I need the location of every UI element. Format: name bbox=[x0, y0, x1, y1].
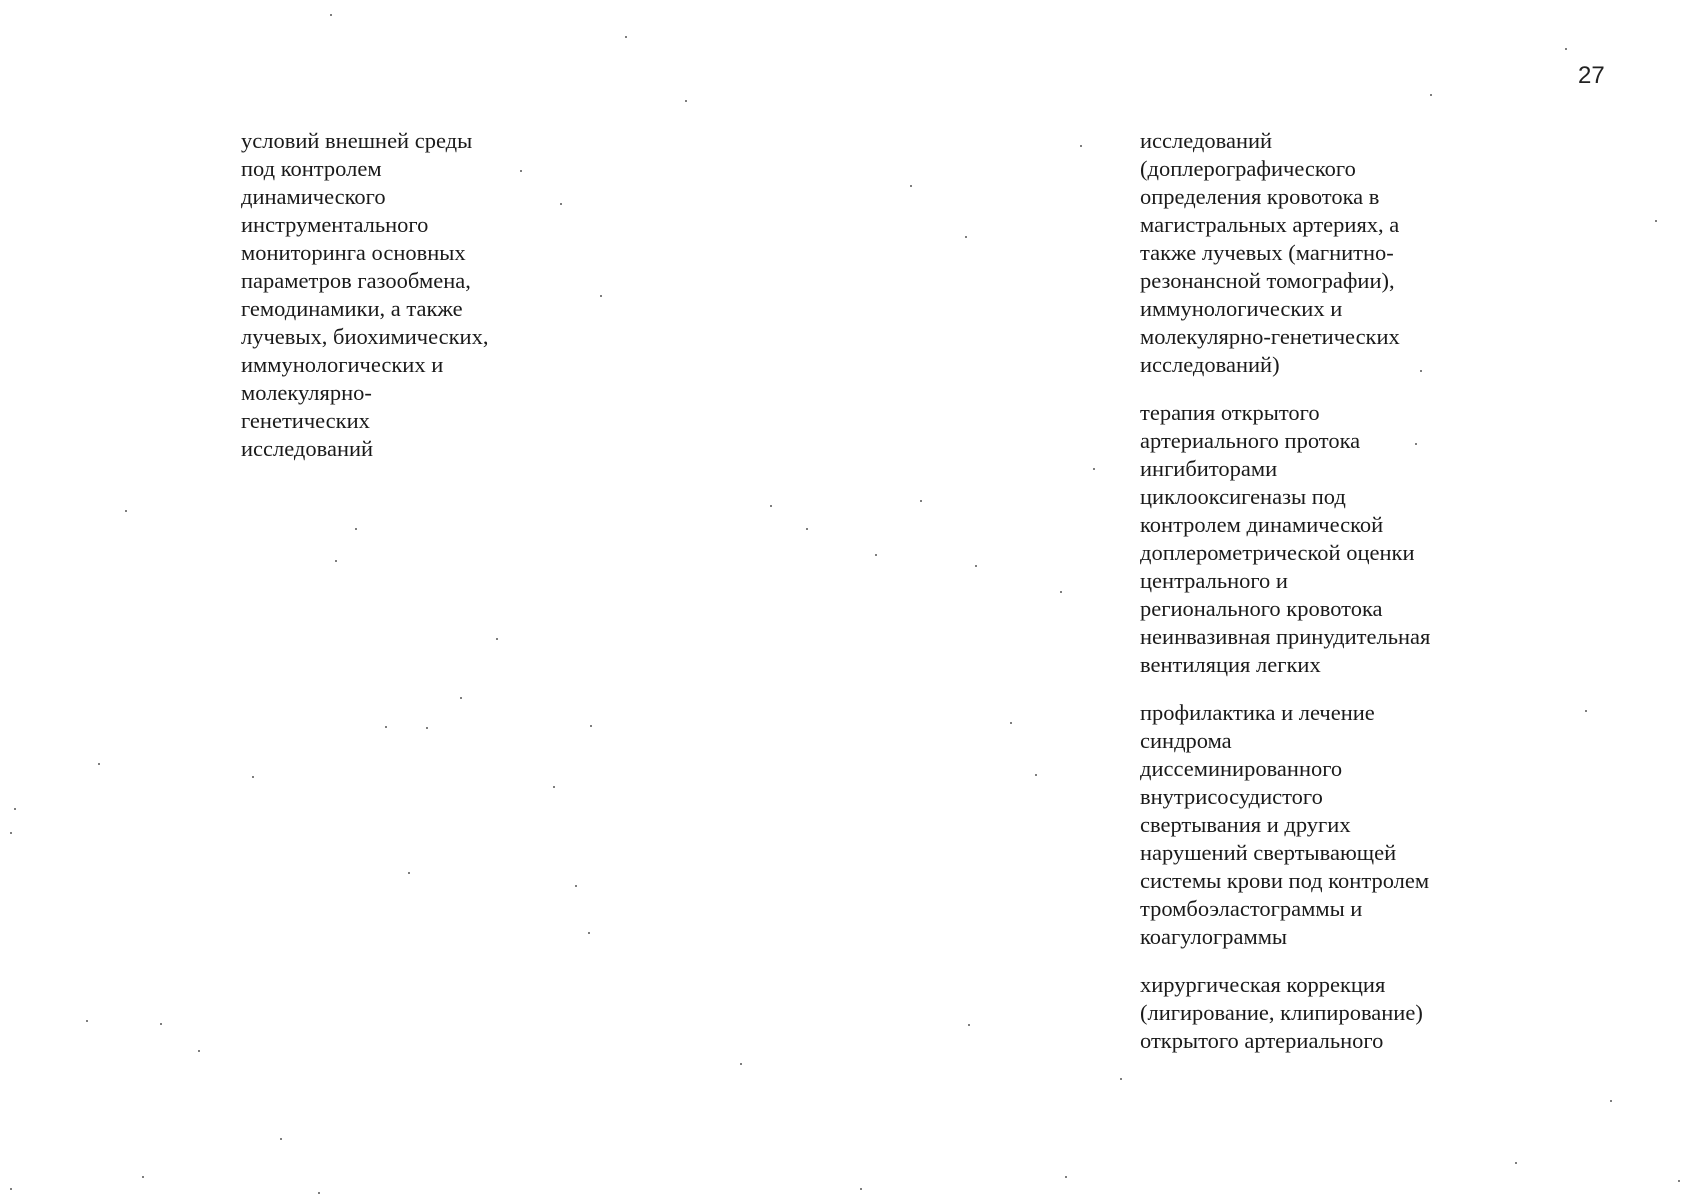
left-column bbox=[241, 127, 541, 463]
scan-speck bbox=[1093, 468, 1095, 470]
text-line: (лигирование, клипирование) bbox=[1140, 1000, 1423, 1025]
text-line: артериального протока bbox=[1140, 428, 1361, 453]
scan-speck bbox=[860, 1188, 862, 1190]
text-line: исследований bbox=[1140, 128, 1273, 153]
scan-speck bbox=[553, 786, 555, 788]
text-line: инструментального bbox=[241, 212, 429, 237]
scan-speck bbox=[460, 697, 462, 699]
text-line: неинвазивная принудительная bbox=[1140, 624, 1431, 649]
text-line: вентиляция легких bbox=[1140, 652, 1321, 677]
scan-speck bbox=[740, 1063, 742, 1065]
text-line: профилактика и лечение bbox=[1140, 700, 1375, 725]
scan-speck bbox=[198, 1050, 200, 1052]
scan-speck bbox=[14, 808, 16, 810]
scan-speck bbox=[1610, 1100, 1612, 1102]
scan-speck bbox=[625, 36, 627, 38]
text-line: определения кровотока в bbox=[1140, 184, 1380, 209]
scan-speck bbox=[335, 560, 337, 562]
scan-speck bbox=[910, 185, 912, 187]
paragraph bbox=[1140, 127, 1480, 379]
scan-speck bbox=[590, 725, 592, 727]
scan-speck bbox=[1035, 774, 1037, 776]
scan-speck bbox=[280, 1138, 282, 1140]
page-number: 27 bbox=[1578, 62, 1605, 89]
scan-speck bbox=[160, 1023, 162, 1025]
scan-speck bbox=[10, 1188, 12, 1190]
text-line: также лучевых (магнитно- bbox=[1140, 240, 1394, 265]
scan-speck bbox=[1415, 443, 1417, 445]
text-line: молекулярно-генетических bbox=[1140, 324, 1400, 349]
text-line: открытого артериального bbox=[1140, 1028, 1384, 1053]
scan-speck bbox=[1515, 1162, 1517, 1164]
scan-speck bbox=[975, 565, 977, 567]
text-line: хирургическая коррекция bbox=[1140, 972, 1386, 997]
scan-speck bbox=[875, 554, 877, 556]
scan-speck bbox=[142, 1176, 144, 1178]
scan-speck bbox=[330, 14, 332, 16]
scan-speck bbox=[1430, 94, 1432, 96]
scan-speck bbox=[252, 776, 254, 778]
paragraph bbox=[1140, 971, 1480, 1055]
scan-speck bbox=[588, 932, 590, 934]
text-line: тромбоэластограммы и bbox=[1140, 896, 1363, 921]
scan-speck bbox=[125, 510, 127, 512]
scan-speck bbox=[408, 872, 410, 874]
text-line: динамического bbox=[241, 184, 386, 209]
paragraph bbox=[1140, 399, 1480, 679]
text-line: синдрома bbox=[1140, 728, 1232, 753]
text-line: магистральных артериях, а bbox=[1140, 212, 1400, 237]
scan-speck bbox=[920, 500, 922, 502]
scan-speck bbox=[520, 170, 522, 172]
scan-speck bbox=[10, 832, 12, 834]
scan-speck bbox=[1655, 220, 1657, 222]
scan-speck bbox=[575, 885, 577, 887]
scan-speck bbox=[86, 1020, 88, 1022]
scan-speck bbox=[318, 1192, 320, 1194]
scan-speck bbox=[965, 236, 967, 238]
text-line: лучевых, биохимических, bbox=[241, 324, 489, 349]
scan-speck bbox=[385, 726, 387, 728]
text-line: молекулярно- bbox=[241, 380, 372, 405]
scan-speck bbox=[1065, 1176, 1067, 1178]
scan-speck bbox=[1060, 591, 1062, 593]
text-line: свертывания и других bbox=[1140, 812, 1351, 837]
text-line: исследований bbox=[241, 436, 374, 461]
text-line: ингибиторами bbox=[1140, 456, 1278, 481]
scan-speck bbox=[1120, 1078, 1122, 1080]
text-line: иммунологических и bbox=[1140, 296, 1343, 321]
scan-speck bbox=[426, 727, 428, 729]
scan-speck bbox=[1585, 710, 1587, 712]
scan-speck bbox=[1678, 1180, 1680, 1182]
text-line: резонансной томографии), bbox=[1140, 268, 1395, 293]
scan-speck bbox=[98, 763, 100, 765]
paragraph bbox=[1140, 699, 1480, 951]
scan-speck bbox=[685, 100, 687, 102]
text-line: циклооксигеназы под bbox=[1140, 484, 1346, 509]
text-line: контролем динамической bbox=[1140, 512, 1384, 537]
text-line: системы крови под контролем bbox=[1140, 868, 1430, 893]
text-line: гемодинамики, а также bbox=[241, 296, 463, 321]
text-line: внутрисосудистого bbox=[1140, 784, 1323, 809]
text-line: доплерометрической оценки bbox=[1140, 540, 1415, 565]
text-line: условий внешней среды bbox=[241, 128, 473, 153]
text-line: терапия открытого bbox=[1140, 400, 1320, 425]
text-line: под контролем bbox=[241, 156, 382, 181]
text-line: коагулограммы bbox=[1140, 924, 1288, 949]
scan-speck bbox=[496, 638, 498, 640]
text-line: иммунологических и bbox=[241, 352, 444, 377]
text-line: исследований) bbox=[1140, 352, 1280, 377]
text-line: диссеминированного bbox=[1140, 756, 1343, 781]
text-line: нарушений свертывающей bbox=[1140, 840, 1397, 865]
scan-speck bbox=[1565, 48, 1567, 50]
scan-speck bbox=[1420, 370, 1422, 372]
text-line: генетических bbox=[241, 408, 370, 433]
scan-speck bbox=[560, 203, 562, 205]
text-line: (доплерографического bbox=[1140, 156, 1356, 181]
scan-speck bbox=[806, 528, 808, 530]
text-line: центрального и bbox=[1140, 568, 1288, 593]
scan-speck bbox=[1010, 722, 1012, 724]
text-line: параметров газообмена, bbox=[241, 268, 471, 293]
text-line: регионального кровотока bbox=[1140, 596, 1383, 621]
right-column bbox=[1140, 127, 1480, 1075]
scan-speck bbox=[770, 505, 772, 507]
scan-speck bbox=[355, 528, 357, 530]
text-line: мониторинга основных bbox=[241, 240, 466, 265]
scan-speck bbox=[600, 295, 602, 297]
scan-speck bbox=[1080, 145, 1082, 147]
scan-speck bbox=[968, 1024, 970, 1026]
